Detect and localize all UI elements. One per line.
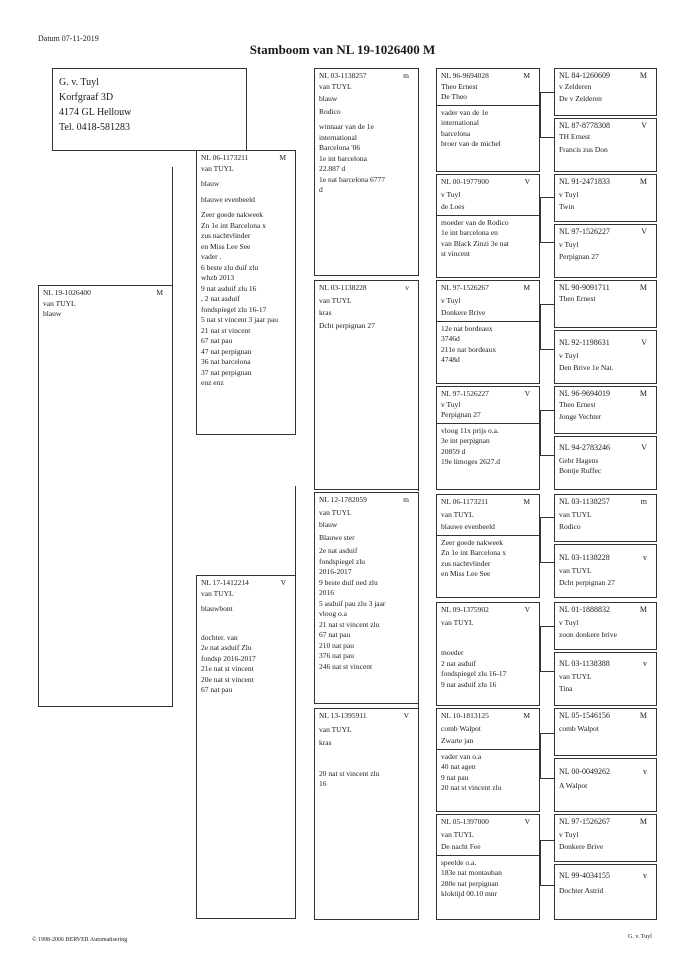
ring-number: NL 87-8778308 (559, 121, 611, 130)
note-line: dochter. van (201, 632, 238, 642)
pigeon-owner: van TUYL (319, 724, 352, 734)
pigeon-owner: Theo Ernest (441, 81, 478, 91)
owner-footer: G. v. Tuyl (628, 934, 652, 940)
pigeon-name: Rodico (319, 106, 341, 116)
ring-number: NL 06-1173211 (201, 153, 249, 162)
ring-number: NL 06-1173211 (441, 497, 489, 506)
pigeon-name: Zwarte jan (441, 736, 474, 745)
pigeon-owner: van TUYL (201, 588, 234, 598)
note-line: 20 nat st vincent zlu (441, 783, 502, 792)
note-line: 20e nat st vincent (201, 674, 254, 684)
note-line: international (319, 132, 357, 142)
pigeon-color: blauw (201, 179, 220, 188)
connector-line (540, 840, 541, 885)
sex-label: V (524, 605, 530, 614)
connector-line (540, 626, 541, 671)
note-line: speelde o.a. (441, 857, 477, 867)
pigeon-name: blauwe evenbeeld (441, 522, 495, 531)
note-line: 19e limoges 2627.d (441, 457, 500, 466)
pigeon-owner: Theo Ernest (559, 399, 596, 409)
sex-label: M (523, 497, 530, 506)
pigeon-owner: van TUYL (559, 565, 592, 575)
grandparent-card-3 (314, 492, 419, 704)
sex-label: M (639, 177, 647, 186)
pigeon-name: Dcht perpignan 27 (319, 320, 375, 330)
pigeon-name: Perpignan 27 (559, 252, 599, 261)
ring-number: NL 10-1813125 (441, 711, 489, 720)
ring-number: NL 90-9091711 (559, 283, 610, 292)
sex-label: V (641, 121, 647, 130)
note-line: 211e nat bordeaux (441, 344, 497, 354)
note-line: van Black Zinzi 3e nat (441, 238, 509, 248)
note-line: Barcelona '06 (319, 143, 361, 152)
grandparent-card-2 (314, 280, 419, 490)
ring-number: NL 00-0049262 (559, 767, 611, 776)
sex-label: M (639, 605, 647, 614)
pigeon-name: Donkere Brive (559, 842, 604, 851)
note-line: en Miss Lee See (441, 569, 491, 578)
pigeon-owner: van TUYL (201, 163, 234, 173)
pigeon-name: Twin (559, 202, 575, 211)
ring-number: NL 17-1412214 (201, 578, 249, 587)
pigeon-name: Francis zus Don (559, 145, 608, 154)
pigeon-owner: v Zelderen (559, 81, 592, 91)
ancestor-card-4 (554, 224, 657, 278)
owner-city: 4174 GL Hellouw (59, 107, 132, 118)
ring-number: NL 03-1138228 (319, 283, 367, 292)
note-line: 20859 d (441, 446, 466, 456)
pigeon-owner: van TUYL (559, 671, 592, 681)
note-line: 9 nat asduif zlu 16 (441, 679, 497, 689)
connector-line (540, 733, 541, 778)
ring-number: NL 97-1526267 (559, 817, 611, 826)
note-line: 67 nat pau (201, 336, 233, 345)
sex-label: M (639, 711, 647, 720)
note-line: Zn 1e int Barcelona x (441, 548, 506, 557)
pigeon-color: kras (319, 308, 332, 317)
note-line: vloog o.a (319, 609, 347, 618)
pigeon-name: Bontje Ruffec (559, 466, 602, 475)
note-line: Zeer goede nakweek (201, 210, 264, 219)
note-line: 5 asduif pau zlu 3 jaar (319, 598, 386, 608)
owner-address-box (52, 68, 247, 151)
note-line: whzb 2013 (201, 273, 235, 282)
sex-label: v (405, 283, 409, 292)
ring-number: NL 01-1888832 (559, 605, 611, 614)
note-line: broer van de michel (441, 139, 501, 148)
pigeon-color: kras (319, 738, 332, 747)
ancestor-card-5 (554, 280, 657, 328)
ring-number: NL 84-1260609 (559, 71, 611, 80)
note-line: fondsp 2016-2017 (201, 653, 256, 663)
note-line: 67 nat pau (319, 630, 351, 639)
note-line: 5 nat st vincent 3 jaar pau (201, 315, 279, 324)
note-line: winnaar van de 1e (319, 122, 374, 131)
ancestor-card-14 (554, 758, 657, 812)
ring-number: NL 99-4034155 (559, 871, 611, 880)
ring-number: NL 13-1395911 (319, 711, 367, 720)
page-title: Stamboom van NL 19-1026400 M (249, 42, 436, 57)
connector-line (540, 517, 541, 562)
ring-number: NL 05-1397000 (441, 817, 489, 826)
note-line: moeder van de Rodico (441, 217, 509, 227)
note-line: en Miss Lee See (201, 241, 251, 251)
ring-number: NL 12-1782059 (319, 495, 367, 504)
sex-label: M (639, 817, 647, 826)
note-line: vader van o.a (441, 751, 482, 761)
ring-number: NL 09-1375902 (441, 605, 489, 614)
subject-pigeon-card (38, 285, 173, 707)
pigeon-name: de Loes (441, 202, 465, 211)
note-line: 2e nat asduif (319, 546, 358, 555)
pigeon-owner: A Walpot (559, 780, 588, 790)
pigeon-name: Jonge Vechter (559, 412, 602, 421)
connector-line (540, 197, 541, 242)
note-line: moeder (441, 648, 464, 657)
note-line: 1e nat barcelona 6777 (319, 174, 386, 184)
document-date: Datum 07-11-2019 (38, 34, 99, 43)
pigeon-name: Tina (559, 684, 573, 693)
great-grandparent-card-2 (436, 174, 540, 278)
note-line: 3e int perpignan (441, 436, 490, 445)
note-line: 2016 (319, 588, 334, 597)
pigeon-owner: van TUYL (319, 81, 352, 91)
note-line: 21 nat st vincent zlu (319, 619, 380, 629)
ancestor-card-16 (554, 864, 657, 920)
pigeon-name: Dcht perpignan 27 (559, 578, 615, 587)
ancestor-card-9 (554, 494, 657, 542)
pigeon-color: blauwbont (201, 604, 233, 613)
ring-number: NL 96-9694028 (441, 71, 489, 80)
note-line: 21e nat st vincent (201, 664, 254, 673)
pigeon-name: Rodico (559, 522, 581, 531)
sex-label: V (524, 817, 530, 826)
pigeon-name: De v Zelderen (559, 94, 602, 103)
note-line: 4748d (441, 355, 460, 364)
ancestor-card-10 (554, 544, 657, 598)
note-line: 280e nat perpignan (441, 878, 499, 888)
ancestor-card-1 (554, 68, 657, 116)
sex-label: M (523, 71, 530, 80)
note-line: fondspiegel zlu (319, 556, 366, 566)
sex-label: V (524, 389, 530, 398)
pigeon-owner: v Tuyl (559, 829, 579, 839)
note-line: 9 nat asduif zlu 16 (201, 283, 257, 293)
sex-label: V (280, 578, 286, 587)
ring-number: NL 91-2471833 (559, 177, 611, 186)
note-line: Zeer goede nakweek (441, 537, 504, 547)
pigeon-name: Perpignan 27 (441, 410, 481, 419)
sex-label: V (641, 338, 647, 347)
ring-number: NL 97-1526267 (441, 283, 489, 292)
pigeon-color: blauw (319, 94, 338, 103)
note-line: zus nachtvlinder (201, 231, 251, 240)
ring-number: NL 03-1138257 (559, 497, 610, 506)
ancestor-card-15 (554, 814, 657, 862)
note-line: 67 nat pau (201, 685, 233, 694)
sex-label: M (523, 711, 530, 720)
owner-phone: Tel. 0418-581283 (59, 122, 130, 133)
connector-line (540, 304, 541, 349)
note-line: 1e int barcelona en (441, 228, 498, 237)
sex-label: M (156, 288, 163, 297)
note-line: international (441, 118, 479, 127)
ring-number: NL 05-1546156 (559, 711, 611, 720)
note-line: d (319, 185, 323, 194)
ancestor-card-13 (554, 708, 657, 756)
note-line: 6 beste zlu duif zlu (201, 262, 259, 272)
note-line: 40 nat agen (441, 762, 476, 771)
note-line: Zn 1e int Barcelona x (201, 220, 266, 230)
mother-pigeon-card (196, 575, 296, 919)
note-line: 376 nat pau (319, 651, 354, 660)
sex-label: m (403, 71, 409, 80)
sex-label: v (643, 767, 647, 776)
pigeon-owner: v Tuyl (559, 189, 579, 199)
pigeon-name: Dochter Astrid (559, 885, 604, 895)
ancestor-card-12 (554, 652, 657, 706)
pigeon-color: blauw (319, 520, 338, 529)
ring-number: NL 94-2783246 (559, 443, 611, 452)
ancestor-card-6 (554, 330, 657, 384)
pigeon-owner: van TUYL (43, 298, 76, 308)
copyright-footer: © 1998-2006 BERVER Automatisering (32, 937, 128, 943)
owner-street: Korfgraaf 3D (59, 92, 114, 103)
note-line: 9 nat pau (441, 772, 469, 782)
great-grandparent-card-6 (436, 602, 540, 706)
ring-number: NL 03-1138228 (559, 553, 610, 562)
note-line: kloktijd 00.10 mnr (441, 889, 498, 898)
ring-number: NL 19-1026400 (43, 288, 91, 297)
note-line: 20 nat st vincent zlu (319, 768, 380, 778)
note-line: , 2 nat asduif (201, 294, 240, 303)
note-line: 47 nat perpignan (201, 346, 252, 356)
pigeon-owner: v Tuyl (441, 295, 461, 305)
note-line: 210 nat pau (319, 640, 354, 650)
great-grandparent-card-7 (436, 708, 540, 812)
note-line: 1e int barcelona (319, 153, 367, 163)
sex-label: V (403, 711, 409, 720)
pigeon-owner: Gebr Hagens (559, 455, 599, 465)
pigeon-owner: v Tuyl (559, 617, 579, 627)
pigeon-name: Blauwe ster (319, 532, 355, 542)
ring-number: NL 96-9694019 (559, 389, 611, 398)
note-line: 22.887 d (319, 164, 346, 173)
note-line: 2e nat asduif Zlu (201, 643, 252, 652)
pigeon-owner: van TUYL (319, 295, 352, 305)
ancestor-card-2 (554, 118, 657, 172)
note-line: 2 nat asduif (441, 658, 476, 668)
pigeon-owner: van TUYL (441, 509, 474, 519)
great-grandparent-card-4 (436, 386, 540, 490)
ancestor-card-7 (554, 386, 657, 434)
note-line: enz enz (201, 378, 224, 387)
pigeon-owner: van TUYL (559, 509, 592, 519)
pigeon-owner: v Tuyl (441, 189, 461, 199)
pigeon-name: blauwe evenbeeld (201, 194, 255, 204)
sex-label: M (639, 283, 647, 292)
ring-number: NL 97-1526227 (441, 389, 489, 398)
ring-number: NL 03-1138257 (319, 71, 367, 80)
sex-label: M (639, 71, 647, 80)
note-line: zus nachtvlinder (441, 558, 491, 568)
sex-label: m (403, 495, 409, 504)
pigeon-name: De nacht Fee (441, 842, 481, 851)
note-line: 2016-2017 (319, 567, 352, 576)
note-line: fondspiegel zlu 16-17 (441, 669, 507, 678)
pigeon-owner: van TUYL (319, 507, 352, 517)
great-grandparent-card-5 (436, 494, 540, 598)
ancestor-card-3 (554, 174, 657, 222)
note-line: 36 nat barcelona (201, 357, 251, 366)
grandparent-card-4 (314, 708, 419, 920)
ancestor-card-8 (554, 436, 657, 490)
sex-label: v (643, 553, 647, 562)
pigeon-color: blauw (43, 309, 62, 318)
sex-label: m (640, 497, 647, 506)
ring-number: NL 00-1977900 (441, 177, 489, 186)
pigeon-owner: v Tuyl (559, 350, 579, 360)
pigeon-name: zoon donkere brive (559, 630, 617, 639)
sex-label: V (524, 177, 530, 186)
owner-name: G. v. Tuyl (59, 77, 99, 88)
sex-label: v (643, 871, 647, 880)
note-line: vader . (201, 252, 222, 261)
note-line: 37 nat perpignan (201, 367, 252, 377)
pigeon-owner: v Tuyl (441, 399, 461, 409)
sex-label: V (641, 227, 647, 236)
note-line: barcelona (441, 128, 471, 138)
father-pigeon-card (196, 150, 296, 435)
pigeon-owner: comb Walpot (559, 723, 599, 733)
note-line: 3746d (441, 334, 460, 343)
ring-number: NL 03-1138388 (559, 659, 610, 668)
note-line: 246 nat st vincent (319, 661, 373, 671)
great-grandparent-card-1 (436, 68, 540, 172)
pigeon-owner: Theo Ernest (559, 293, 596, 303)
ancestor-card-11 (554, 602, 657, 650)
note-line: 16 (319, 779, 327, 788)
grandparent-card-1 (314, 68, 419, 276)
pigeon-name: Den Brive 1e Nat. (559, 363, 614, 372)
note-line: 183e nat montauban (441, 868, 502, 877)
note-line: fondspiegel zlu 16-17 (201, 304, 267, 314)
pigeon-owner: comb Walpot (441, 723, 481, 733)
note-line: vloog 11x prijs o.a. (441, 425, 499, 435)
sex-label: M (279, 153, 286, 162)
connector-line (540, 92, 541, 137)
note-line: 21 nat st vincent (201, 325, 251, 335)
pigeon-owner: van TUYL (441, 617, 474, 627)
pigeon-owner: v Tuyl (559, 239, 579, 249)
ring-number: NL 97-1526227 (559, 227, 611, 236)
note-line: st vincent (441, 249, 470, 258)
pigeon-name: De Theo (441, 92, 467, 101)
great-grandparent-card-3 (436, 280, 540, 384)
note-line: vader van de 1e (441, 107, 489, 117)
note-line: 9 beste duif ned zlu (319, 577, 378, 587)
sex-label: M (639, 389, 647, 398)
sex-label: v (643, 659, 647, 668)
sex-label: V (641, 443, 647, 452)
ring-number: NL 92-1198631 (559, 338, 610, 347)
note-line: 12e nat bordeaux (441, 323, 493, 333)
connector-line (540, 410, 541, 455)
pigeon-owner: van TUYL (441, 829, 474, 839)
pigeon-owner: TH Ernest (559, 131, 591, 141)
pigeon-name: Donkere Brive (441, 308, 486, 317)
sex-label: M (523, 283, 530, 292)
great-grandparent-card-8 (436, 814, 540, 920)
